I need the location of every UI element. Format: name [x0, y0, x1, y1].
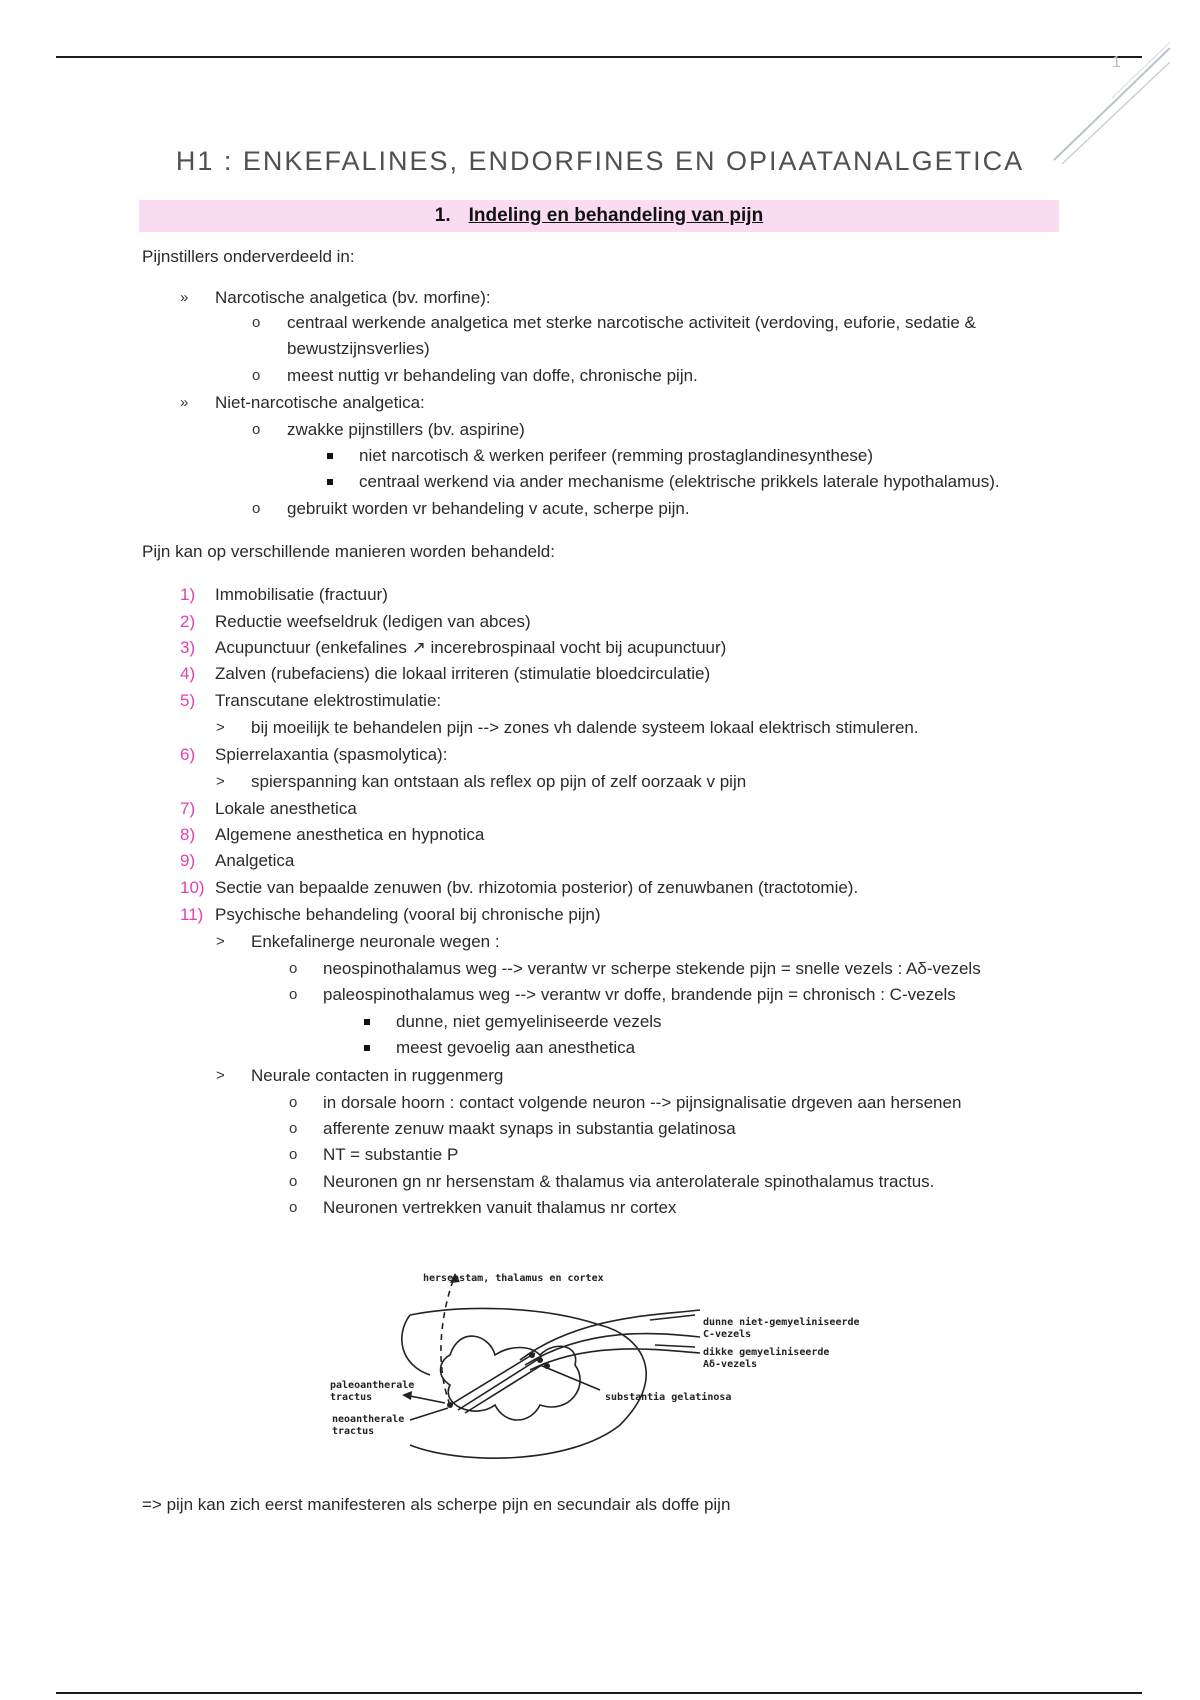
treatment-item: Reductie weefseldruk (ledigen van abces) [215, 612, 531, 631]
treatment-item: Analgetica [215, 851, 295, 870]
non-narcotic-heading: Niet-narcotische analgetica: [215, 393, 425, 412]
section-number: 1. [434, 205, 451, 226]
conclusion-text: => pijn kan zich eerst manifesteren als scherpe pijn en secundair als doffe pijn [142, 1495, 731, 1514]
list-item: meest nuttig vr behandeling van doffe, chronische pijn. [287, 366, 698, 385]
list-number: 2) [180, 612, 196, 631]
list-item: Neuronen vertrekken vanuit thalamus nr cortex [323, 1198, 677, 1217]
square-bullet-icon [364, 1045, 370, 1051]
diagram-label-paleo-2: tractus [330, 1392, 373, 1403]
diagram-label-neo: neoantherale [332, 1414, 405, 1425]
list-item-continuation: bewustzijnsverlies) [287, 339, 430, 358]
treatment-intro: Pijn kan op verschillende manieren worden behandeld: [142, 542, 555, 561]
list-item: paleospinothalamus weg --> verantw vr doffe, brandende pijn = chronisch : C-vezels [323, 985, 956, 1004]
circle-bullet-icon: o [289, 1173, 298, 1190]
spinal-cord-drawing [340, 1255, 860, 1475]
treatment-item: Spierrelaxantia (spasmolytica): [215, 745, 448, 764]
list-number: 6) [180, 745, 196, 764]
list-number: 9) [180, 851, 196, 870]
list-number: 5) [180, 691, 196, 710]
circle-bullet-icon: o [289, 1146, 298, 1163]
treatment-item: Acupunctuur (enkefalines ↗ incerebrospinaal vocht bij acupunctuur) [215, 638, 727, 657]
list-item: neospinothalamus weg --> verantw vr scherpe stekende pijn = snelle vezels : Aδ-vezels [323, 959, 981, 978]
list-item: afferente zenuw maakt synaps in substantia gelatinosa [323, 1119, 736, 1138]
neural-heading: Neurale contacten in ruggenmerg [251, 1066, 504, 1085]
square-bullet-icon [364, 1019, 370, 1025]
list-item: zwakke pijnstillers (bv. aspirine) [287, 420, 525, 439]
diagram-label-c-fibres-2: C-vezels [703, 1329, 752, 1340]
enk-heading: Enkefalinerge neuronale wegen : [251, 932, 500, 951]
circle-bullet-icon: o [289, 986, 298, 1003]
narcotic-heading: Narcotische analgetica (bv. morfine): [215, 288, 491, 307]
list-number: 1) [180, 585, 196, 604]
chevron-bullet-icon: » [180, 289, 189, 306]
diagram-label-c-fibres: dunne niet-gemyeliniseerde [703, 1317, 860, 1328]
section-heading [139, 200, 1059, 232]
diagram-label-a-fibres-2: Aδ-vezels [703, 1359, 758, 1370]
list-item: Neuronen gn nr hersenstam & thalamus via anterolaterale spinothalamus tractus. [323, 1172, 935, 1191]
list-number: 4) [180, 664, 196, 683]
arrow-bullet-icon: > [216, 773, 225, 790]
treatment-item: Lokale anesthetica [215, 799, 357, 818]
list-item: NT = substantie P [323, 1145, 459, 1164]
circle-bullet-icon: o [289, 1120, 298, 1137]
diagram-label-substantia: substantia gelatinosa [605, 1392, 732, 1403]
circle-bullet-icon: o [252, 367, 261, 384]
treatment-item: Psychische behandeling (vooral bij chronische pijn) [215, 905, 601, 924]
list-number: 10) [180, 878, 205, 897]
list-item: in dorsale hoorn : contact volgende neuron --> pijnsignalisatie drgeven aan hersenen [323, 1093, 962, 1112]
list-number: 3) [180, 638, 196, 657]
circle-bullet-icon: o [252, 314, 261, 331]
list-subitem: dunne, niet gemyeliniseerde vezels [396, 1012, 662, 1031]
diagram-label-neo-2: tractus [332, 1426, 375, 1437]
arrow-bullet-icon: > [216, 933, 225, 950]
list-item: centraal werkende analgetica met sterke narcotische activiteit (verdoving, euforie, sedatie & [287, 313, 976, 332]
treatment-item: Sectie van bepaalde zenuwen (bv. rhizotomia posterior) of zenuwbanen (tractotomie). [215, 878, 859, 897]
circle-bullet-icon: o [252, 500, 261, 517]
arrow-bullet-icon: > [216, 719, 225, 736]
list-number: 8) [180, 825, 196, 844]
intro-text: Pijnstillers onderverdeeld in: [142, 247, 355, 266]
footer-rule [56, 1692, 1142, 1694]
list-subitem: meest gevoelig aan anesthetica [396, 1038, 636, 1057]
section-title: Indeling en behandeling van pijn [468, 205, 764, 226]
square-bullet-icon [327, 479, 333, 485]
arrow-bullet-icon: > [216, 1067, 225, 1084]
page-number: 1 [1112, 54, 1121, 71]
square-bullet-icon [327, 453, 333, 459]
treatment-subitem: spierspanning kan ontstaan als reflex op pijn of zelf oorzaak v pijn [251, 772, 747, 791]
circle-bullet-icon: o [289, 1199, 298, 1216]
treatment-item: Zalven (rubefaciens) die lokaal irriteren (stimulatie bloedcirculatie) [215, 664, 711, 683]
treatment-item: Immobilisatie (fractuur) [215, 585, 388, 604]
treatment-subitem: bij moeilijk te behandelen pijn --> zones vh dalende systeem lokaal elektrisch stimuleren. [251, 718, 919, 737]
treatment-item: Transcutane elektrostimulatie: [215, 691, 442, 710]
page-title: H1 : ENKEFALINES, ENDORFINES EN OPIAATANALGETICA [175, 146, 1025, 176]
circle-bullet-icon: o [252, 421, 261, 438]
header-rule [56, 56, 1142, 58]
list-subitem: centraal werkend via ander mechanisme (elektrische prikkels laterale hypothalamus). [359, 472, 1000, 491]
circle-bullet-icon: o [289, 960, 298, 977]
diagram-label-paleo: paleoantherale [330, 1380, 415, 1391]
chevron-bullet-icon: » [180, 394, 189, 411]
list-number: 11) [180, 905, 204, 924]
diagram-label-top: hersenstam, thalamus en cortex [423, 1273, 604, 1284]
list-item: gebruikt worden vr behandeling v acute, scherpe pijn. [287, 499, 690, 518]
circle-bullet-icon: o [289, 1094, 298, 1111]
treatment-item: Algemene anesthetica en hypnotica [215, 825, 485, 844]
diagram-label-a-fibres: dikke gemyeliniseerde [703, 1347, 830, 1358]
list-subitem: niet narcotisch & werken perifeer (remming prostaglandinesynthese) [359, 446, 874, 465]
list-number: 7) [180, 799, 196, 818]
spinal-cord-diagram [330, 1255, 860, 1475]
